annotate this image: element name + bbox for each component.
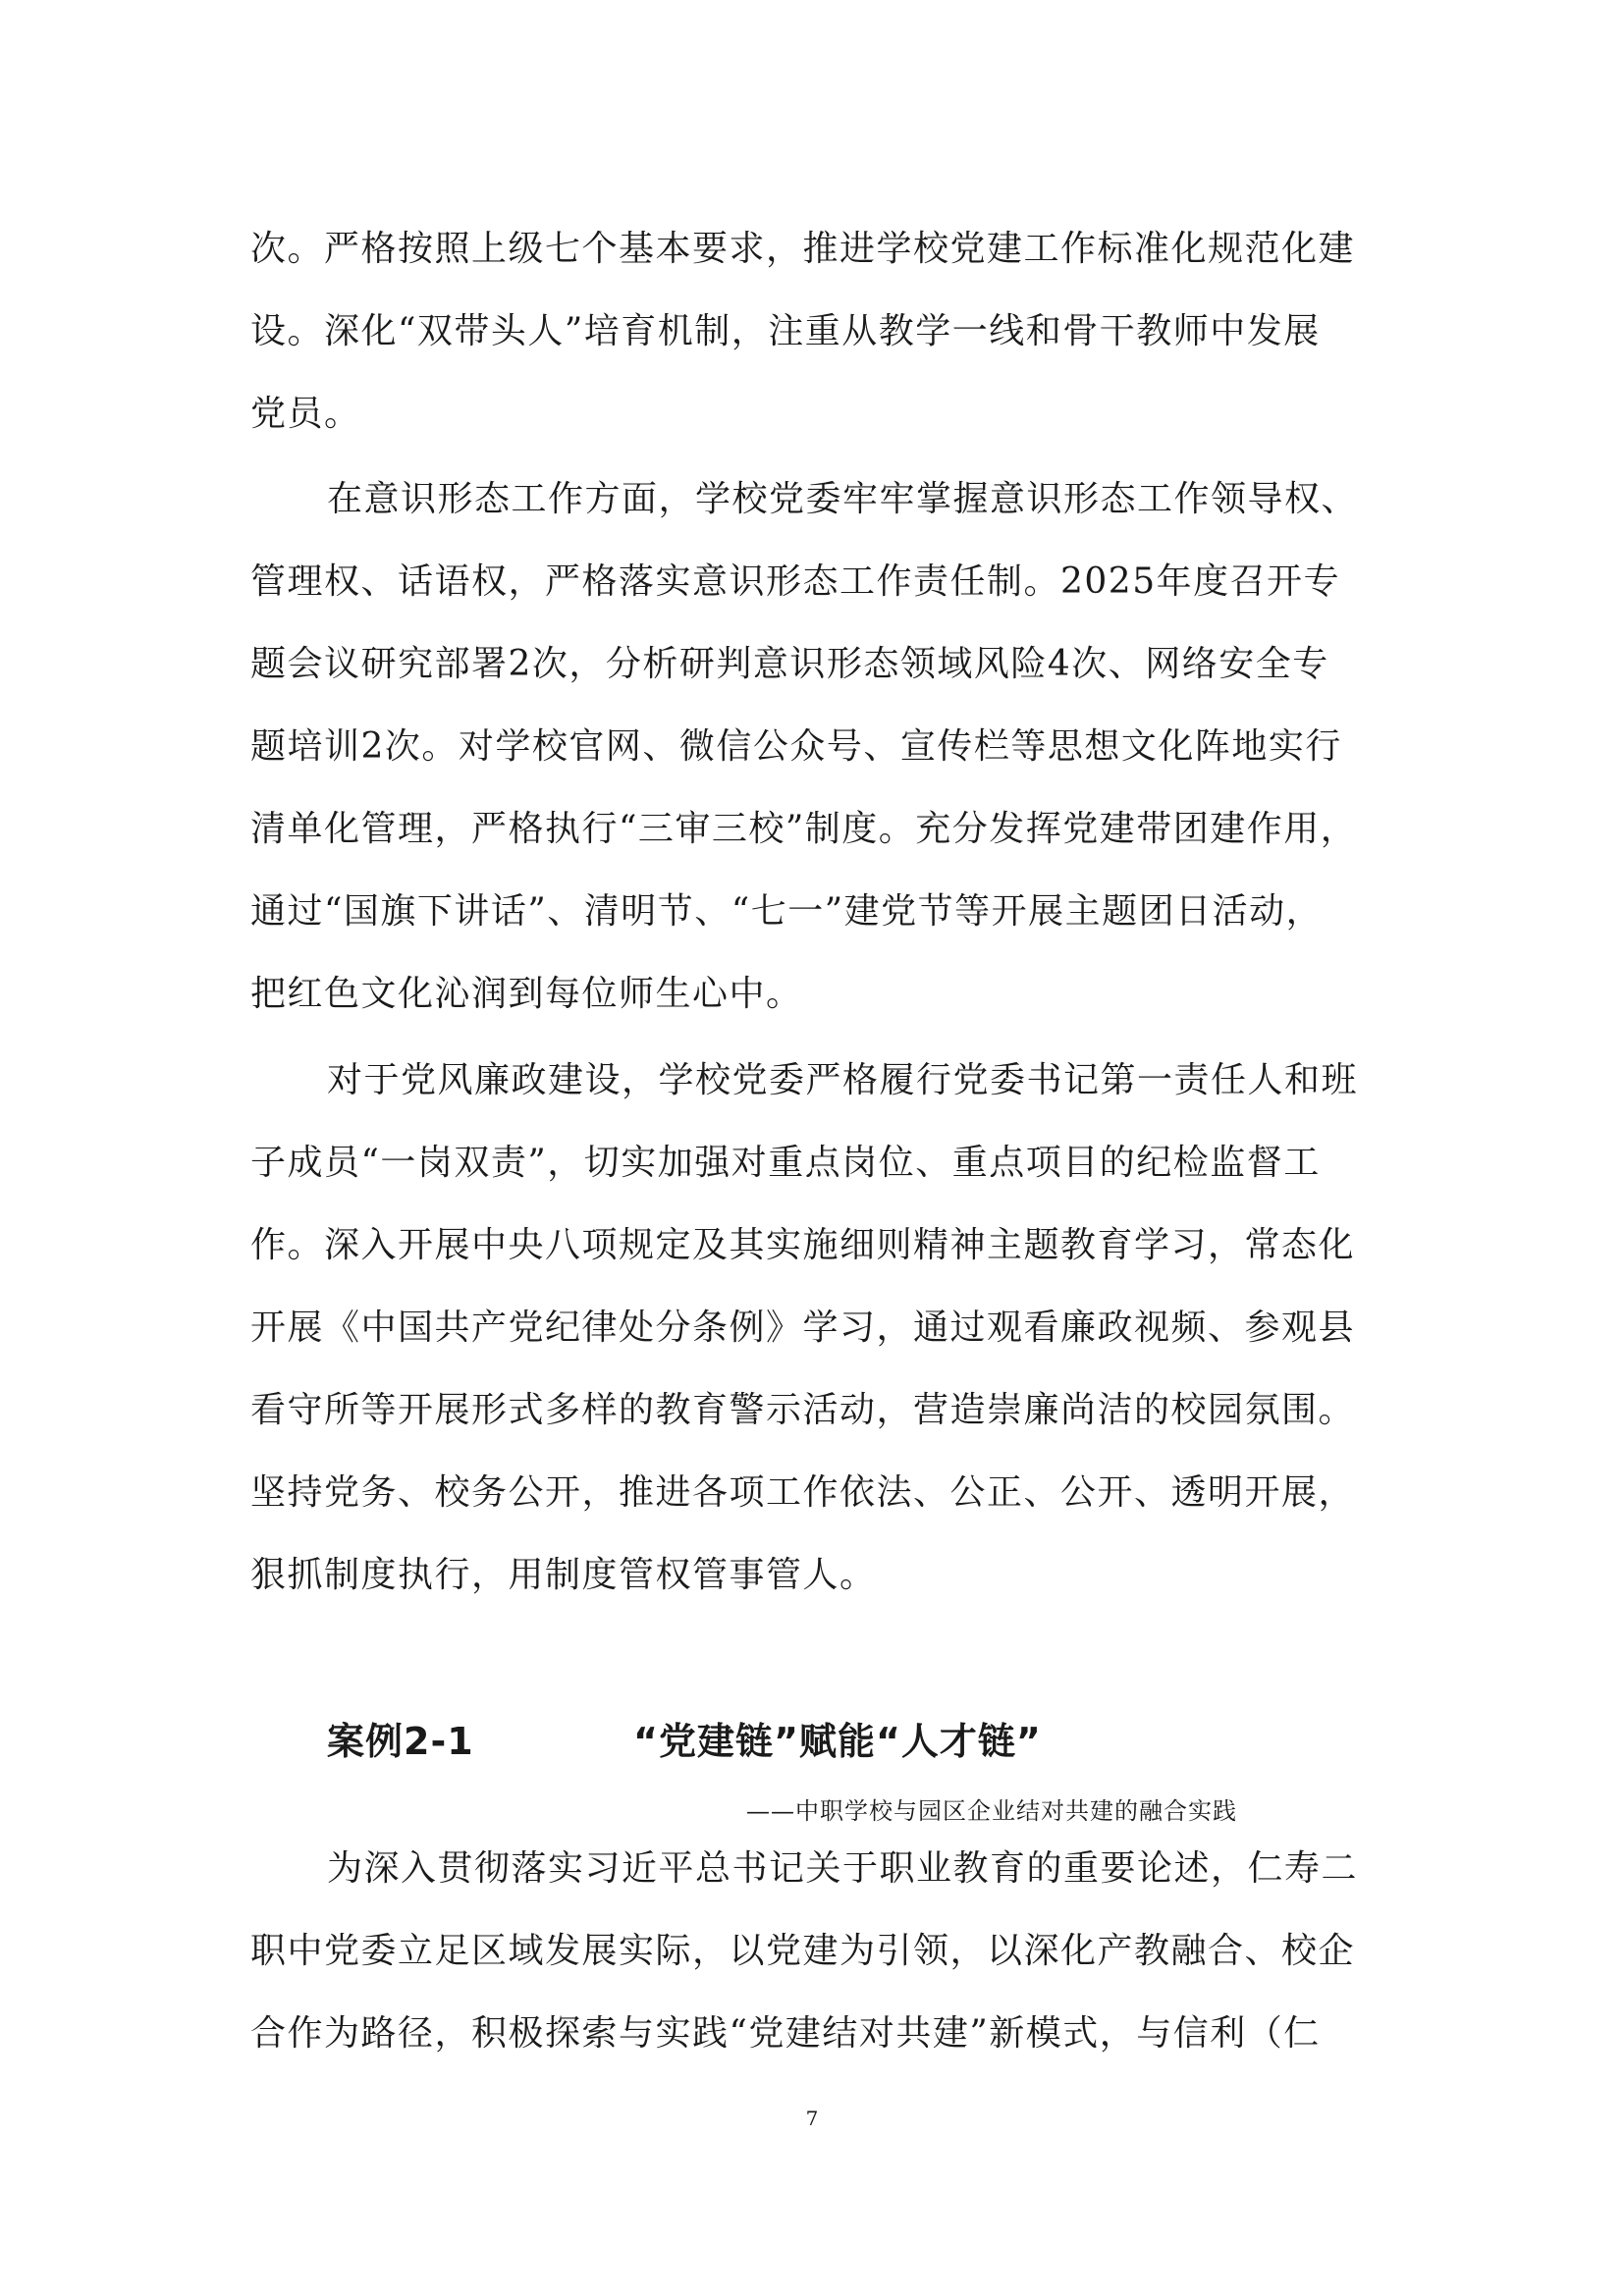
text-line: 职中党委立足区域发展实际，以党建为引领，以深化产教融合、校企 (250, 1931, 1356, 1971)
text-line: 题会议研究部署2次，分析研判意识形态领域风险4次、网络安全专 (250, 644, 1329, 684)
case-title: “党建链”赋能“人才链” (633, 1720, 1042, 1763)
text-line: 党员。 (250, 394, 361, 434)
text-line: 狠抓制度执行，用制度管权管事管人。 (250, 1555, 877, 1595)
text-line: 为深入贯彻落实习近平总书记关于职业教育的重要论述，仁寿二 (327, 1848, 1359, 1889)
text-line: 对于党风廉政建设，学校党委严格履行党委书记第一责任人和班 (327, 1060, 1359, 1100)
text-line: 在意识形态工作方面，学校党委牢牢掌握意识形态工作领导权、 (327, 479, 1359, 519)
text-line: 题培训2次。对学校官网、微信公众号、宣传栏等思想文化阵地实行 (250, 726, 1342, 767)
text-line: 设。深化“双带头人”培育机制，注重从教学一线和骨干教师中发展 (250, 311, 1321, 351)
text-line: 清单化管理，严格执行“三审三校”制度。充分发挥党建带团建作用， (250, 809, 1358, 849)
text-line: 作。深入开展中央八项规定及其实施细则精神主题教育学习，常态化 (250, 1225, 1356, 1265)
text-line: 合作为路径，积极探索与实践“党建结对共建”新模式，与信利（仁 (250, 2013, 1321, 2054)
text-line: 把红色文化沁润到每位师生心中。 (250, 974, 803, 1014)
text-line: 坚持党务、校务公开，推进各项工作依法、公正、公开、透明开展， (250, 1472, 1356, 1513)
case-label: 案例2-1 (327, 1720, 474, 1763)
text-line: 管理权、话语权，严格落实意识形态工作责任制。2025年度召开专 (250, 561, 1341, 602)
text-line: 开展《中国共产党纪律处分条例》学习，通过观看廉政视频、参观县 (250, 1308, 1356, 1348)
text-line: 看守所等开展形式多样的教育警示活动，营造崇廉尚洁的校园氛围。 (250, 1390, 1356, 1430)
page-number: 7 (805, 2107, 819, 2130)
text-line: 通过“国旗下讲话”、清明节、“七一”建党节等开展主题团日活动， (250, 891, 1324, 932)
text-line: 子成员“一岗双责”，切实加强对重点岗位、重点项目的纪检监督工 (250, 1143, 1321, 1183)
case-subtitle: ——中职学校与园区企业结对共建的融合实践 (746, 1797, 1237, 1825)
text-line: 次。严格按照上级七个基本要求，推进学校党建工作标准化规范化建 (250, 229, 1356, 269)
